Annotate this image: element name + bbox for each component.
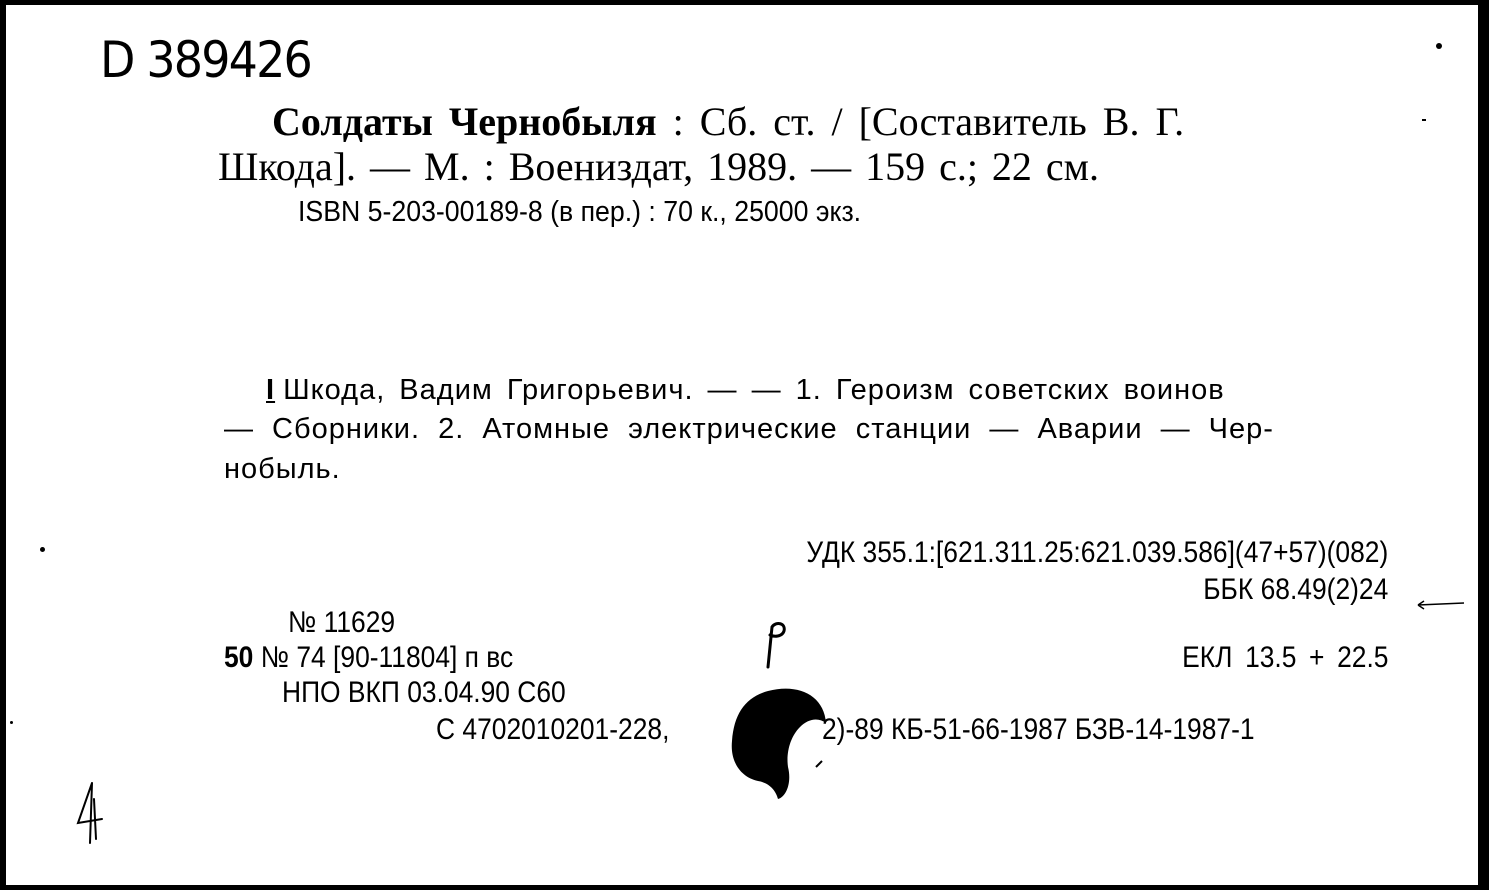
margin-pencil-mark-icon: [1416, 595, 1466, 615]
title-statement: : Сб. ст. / [Составитель В. Г.: [656, 99, 1185, 144]
pencil-mark-p-icon: [758, 619, 788, 669]
scan-speck: [1436, 43, 1442, 49]
tracing-line-1: [266, 376, 1225, 405]
bbk-classification: ББК 68.49(2)24: [1202, 573, 1388, 606]
udk-classification: УДК 355.1:[621.311.25:621.039.586](47+57)(082): [806, 536, 1388, 569]
order-number-bold: 50: [224, 641, 254, 674]
tracing-marker: I: [266, 374, 276, 406]
ekl-code: ЕКЛ 13.5 + 22.5: [1181, 641, 1388, 674]
scan-speck: [1422, 119, 1426, 121]
c-code-line-left: С 4702010201-228,: [436, 713, 670, 746]
pencil-mark-4-icon: [70, 779, 110, 845]
ink-blot-icon: [728, 683, 840, 801]
title-line-1: [272, 99, 1185, 144]
order-line: [224, 643, 513, 673]
title-line-2: Шкода]. — М. : Воениздат, 1989. — 159 с.; 22 см.: [218, 144, 1099, 189]
order-details: № 74 [90-11804] п вс: [253, 641, 514, 674]
tracing-text-1: Шкода, Вадим Григорьевич. — — 1. Героизм советских воинов: [283, 374, 1225, 406]
handwritten-accession-number: D 389426: [100, 31, 311, 89]
isbn-line: ISBN 5-203-00189-8 (в пер.) : 70 к., 25000 экз.: [298, 196, 862, 228]
c-code-line-right: 2)-89 КБ-51-66-1987 БЗВ-14-1987-1: [822, 713, 1255, 746]
npo-line: НПО ВКП 03.04.90 С60: [282, 676, 566, 709]
catalog-card: [6, 5, 1478, 885]
tracing-line-3: нобыль.: [224, 453, 341, 485]
book-title: Солдаты Чернобыля: [272, 99, 657, 144]
catalog-number: № 11629: [288, 606, 396, 639]
scan-speck: [10, 721, 13, 724]
scan-speck: [40, 547, 45, 552]
tracing-line-2: — Сборники. 2. Атомные электрические станции — Аварии — Чер-: [224, 413, 1274, 445]
